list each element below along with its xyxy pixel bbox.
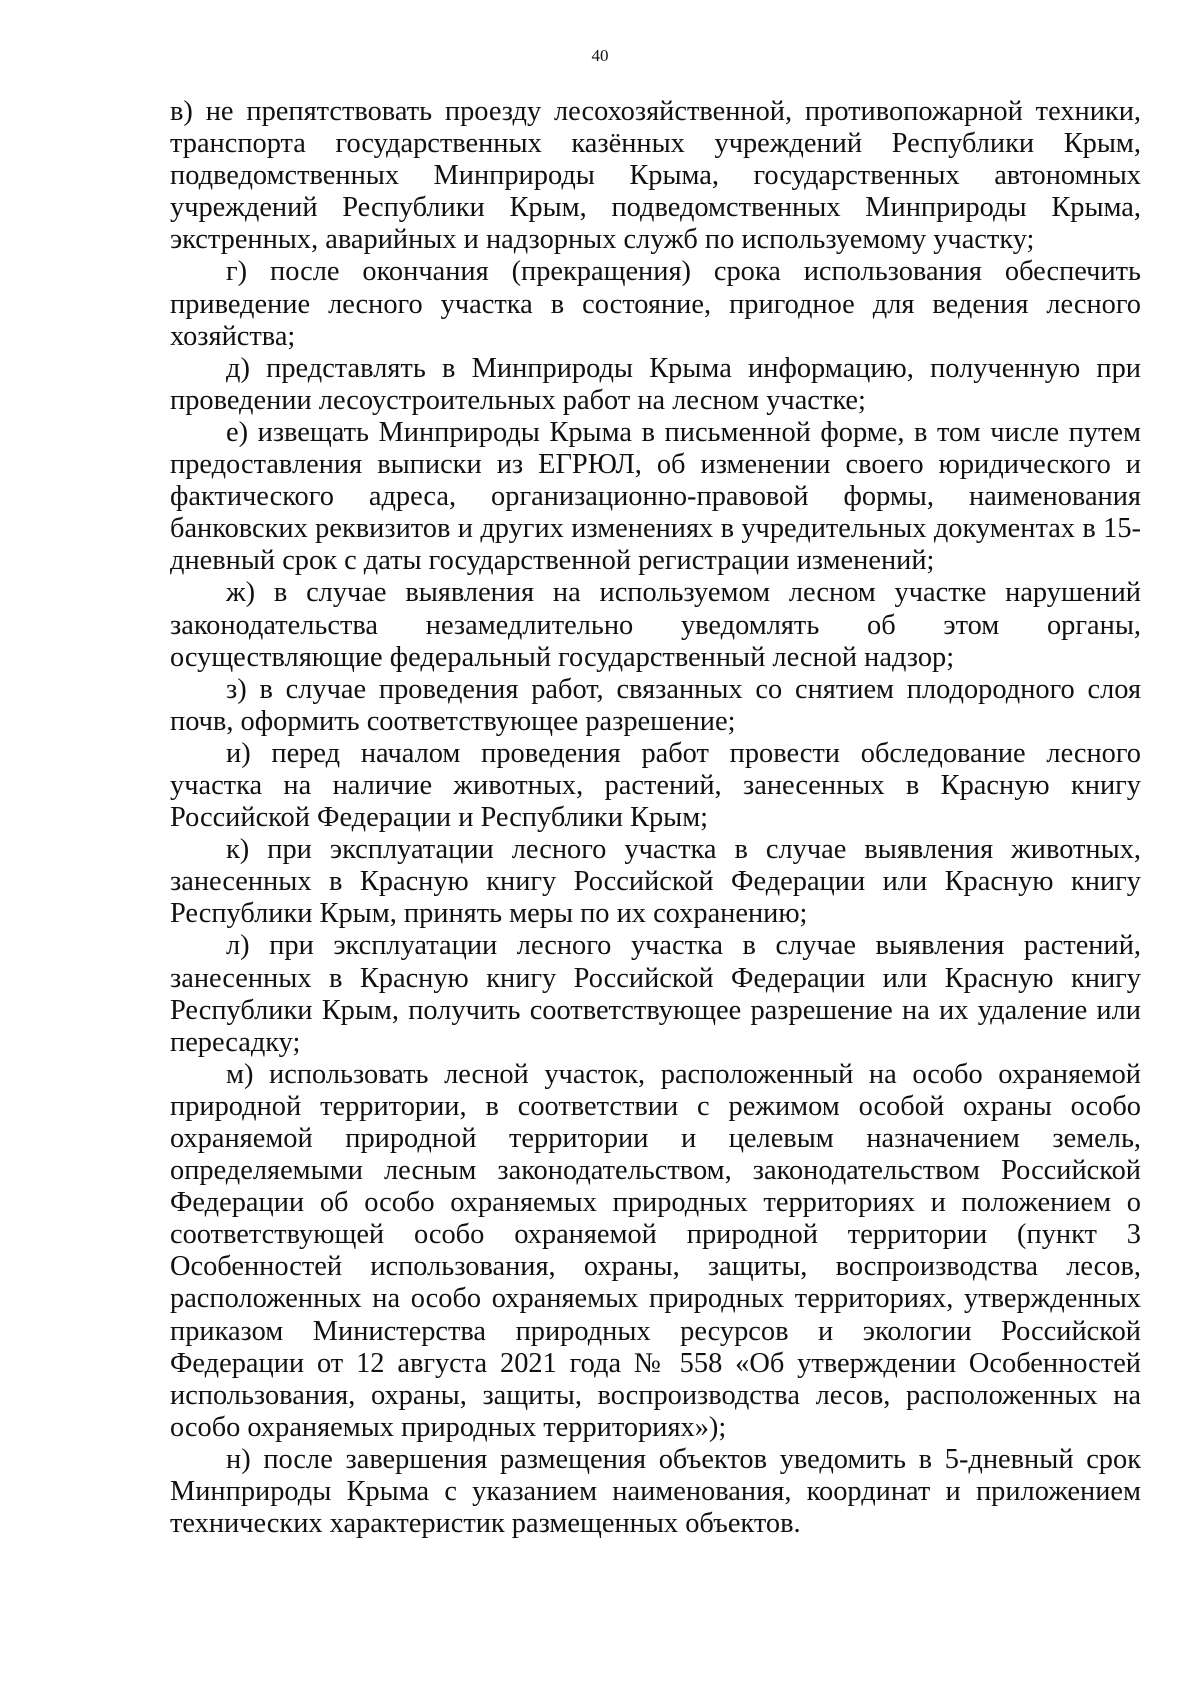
- paragraph-z: з) в случае проведения работ, связанных со снятием плодородного слоя почв, оформить соответствующее разрешение;: [170, 673, 1141, 737]
- page-number: 40: [591, 46, 609, 65]
- paragraph-g: г) после окончания (прекращения) срока использования обеспечить приведение лесного участка в состояние, пригодное для ведения лесного хозяйства;: [170, 256, 1141, 352]
- paragraph-m: м) использовать лесной участок, расположенный на особо охраняемой природной территории, в соответствии с режимом особой охраны особо охраняемой природной территории и целевым назначением земель, определяемыми лесным законодательством, законодательством Российской Федерации об особо охраняемых природных территориях и положением о соответствующей особо охраняемой природной территории (пункт 3 Особенностей использования, охраны, защиты, воспроизводства лесов, расположенных на особо охраняемых природных территориях, утвержденных приказом Министерства природных ресурсов и экологии Российской Федерации от 12 августа 2021 года № 558 «Об утверждении Особенностей использования, охраны, защиты, воспроизводства лесов, расположенных на особо охраняемых природных территориях»);: [170, 1058, 1141, 1443]
- document-body: [170, 96, 1141, 1540]
- paragraph-v: в) не препятствовать проезду лесохозяйственной, противопожарной техники, транспорта государственных казённых учреждений Республики Крым, подведомственных Минприроды Крыма, государственных автономных учреждений Республики Крым, подведомственных Минприроды Крыма, экстренных, аварийных и надзорных служб по используемому участку;: [170, 96, 1141, 256]
- paragraph-k: к) при эксплуатации лесного участка в случае выявления животных, занесенных в Красную книгу Российской Федерации или Красную книгу Республики Крым, принять меры по их сохранению;: [170, 834, 1141, 930]
- paragraph-zh: ж) в случае выявления на используемом лесном участке нарушений законодательства незамедлительно уведомлять об этом органы, осуществляющие федеральный государственный лесной надзор;: [170, 577, 1141, 673]
- paragraph-e: е) извещать Минприроды Крыма в письменной форме, в том числе путем предоставления выписки из ЕГРЮЛ, об изменении своего юридического и фактического адреса, организационно-правовой формы, наименования банковских реквизитов и других изменениях в учредительных документах в 15-дневный срок с даты государственной регистрации изменений;: [170, 416, 1141, 577]
- paragraph-d: д) представлять в Минприроды Крыма информацию, полученную при проведении лесоустроительных работ на лесном участке;: [170, 352, 1141, 416]
- paragraph-l: л) при эксплуатации лесного участка в случае выявления растений, занесенных в Красную книгу Российской Федерации или Красную книгу Республики Крым, получить соответствующее разрешение на их удаление или пересадку;: [170, 930, 1141, 1058]
- paragraph-i: и) перед началом проведения работ провести обследование лесного участка на наличие животных, растений, занесенных в Красную книгу Российской Федерации и Республики Крым;: [170, 737, 1141, 834]
- paragraph-n: н) после завершения размещения объектов уведомить в 5-дневный срок Минприроды Крыма с указанием наименования, координат и приложением технических характеристик размещенных объектов.: [170, 1443, 1141, 1540]
